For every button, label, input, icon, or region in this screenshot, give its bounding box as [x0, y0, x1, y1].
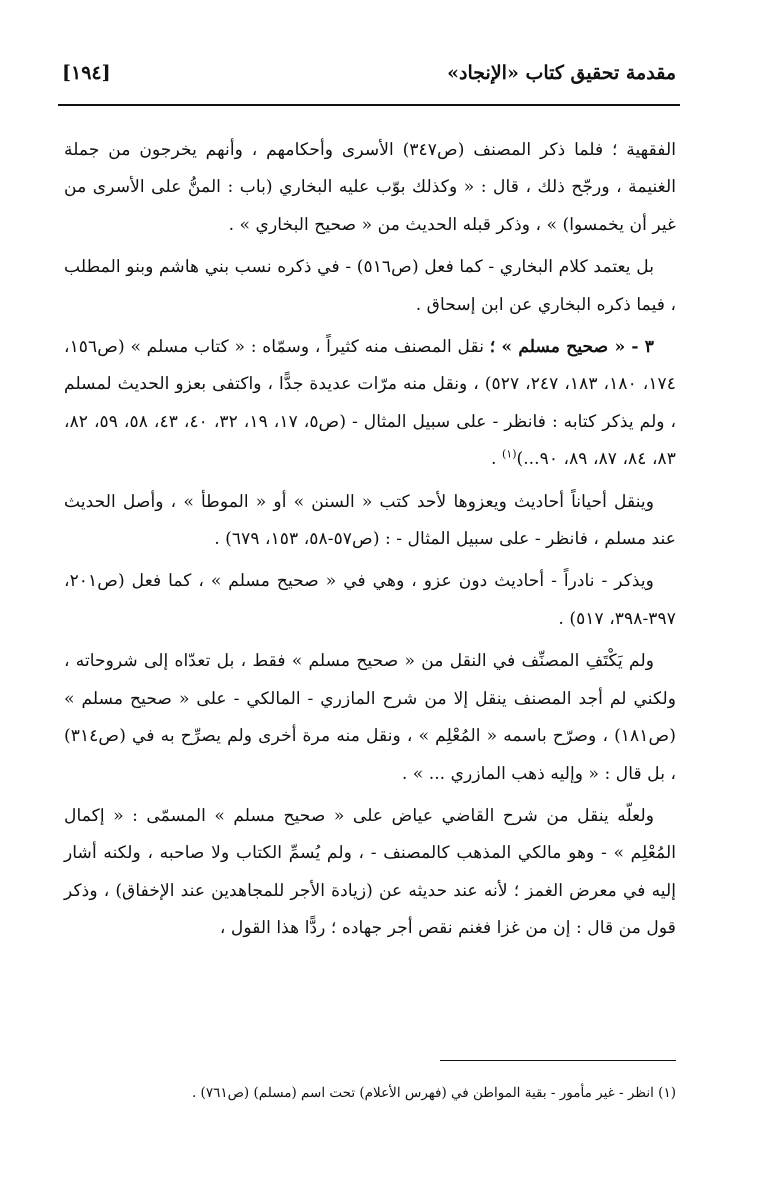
running-title: مقدمة تحقيق كتاب «الإنجاد»	[447, 62, 676, 84]
paragraph-5: ويذكر - نادراً - أحاديث دون عزو ، وهي في « صحيح مسلم » ، كما فعل (ص٢٠١، ٣٩٧-٣٩٨، ٥١٧) .	[64, 571, 676, 629]
page-number: [١٩٤]	[62, 62, 111, 84]
page-header	[62, 62, 676, 84]
footnote-rule	[440, 1060, 676, 1061]
paragraph-4: وينقل أحياناً أحاديث ويعزوها لأحد كتب « السنن » أو « الموطأ » ، وأصل الحديث عند مسلم ، فانظر - على سبيل المثال - : (ص٥٧-٥٨، ١٥٣، ٦٧٩) .	[64, 491, 676, 550]
footnote: (١) انظر - غير مأمور - بقية المواطن في (فهرس الأعلام) تحت اسم (مسلم) (ص٧٦١) .	[191, 1085, 676, 1101]
paragraph-3	[64, 329, 676, 479]
footnote-marker[interactable]: (١)	[501, 447, 517, 461]
paragraph-2: بل يعتمد كلام البخاري - كما فعل (ص٥١٦) - في ذكره نسب بني هاشم وبنو المطلب ، فيما ذكره البخاري عن ابن إسحاق .	[64, 257, 676, 315]
body-text	[64, 132, 676, 953]
section-heading-sahih-muslim: ٣ - « صحيح مسلم » ؛	[489, 337, 655, 358]
paragraph-7: ولعلّه ينقل من شرح القاضي عياض على « صحيح مسلم » المسمّى : « إكمال المُعْلِم » - وهو مالكي المذهب كالمصنف - ، ولم يُسمِّ الكتاب ولا صاحبه ، ولكنه أشار إليه في معرض الغمز ؛ لأنه عند حديثه عن (زيادة الأجر للمجاهدين عند الإخفاق) ، وذكر قول من قال : إن من غزا فغنم نقص أجر جهاده ؛ ردًّا هذا القول ،	[64, 805, 676, 939]
paragraph-3-text: نقل المصنف منه كثيراً ، وسمّاه : « كتاب مسلم » (ص١٥٦، ١٧٤، ١٨٠، ١٨٣، ٢٤٧، ٥٢٧) ، ونقل منه مرّات عديدة جدًّا ، واكتفى بعزو الحديث لمسلم ، ولم يذكر كتابه : فانظر - على سبيل المثال - (ص٥، ١٧، ١٩، ٣٢، ٤٠، ٤٣، ٥٨، ٥٩، ٨٢، ٨٣، ٨٤، ٨٧، ٨٩، ٩٠...)	[64, 337, 677, 470]
paragraph-3-end: .	[491, 449, 502, 470]
paragraph-6: ولم يَكْتَفِ المصنِّف في النقل من « صحيح مسلم » فقط ، بل تعدّاه إلى شروحاته ، ولكني لم أجد المصنف ينقل إلا من شرح المازري - المالكي - على « صحيح مسلم » (ص١٨١) ، وصرّح باسمه « المُعْلِم » ، ونقل منه مرة أخرى ولم يصرِّح به في (ص٣١٤) ، بل قال : « وإليه ذهب المازري ... » .	[64, 651, 676, 784]
header-rule	[58, 104, 680, 106]
paragraph-1: الفقهية ؛ فلما ذكر المصنف (ص٣٤٧) الأسرى وأحكامهم ، وأنهم يخرجون من جملة الغنيمة ، ورجّح ذلك ، قال : « وكذلك بوّب عليه البخاري (باب : المنُّ على الأسرى من غير أن يخمسوا) » ، وذكر قبله الحديث من « صحيح البخاري » .	[64, 140, 676, 235]
